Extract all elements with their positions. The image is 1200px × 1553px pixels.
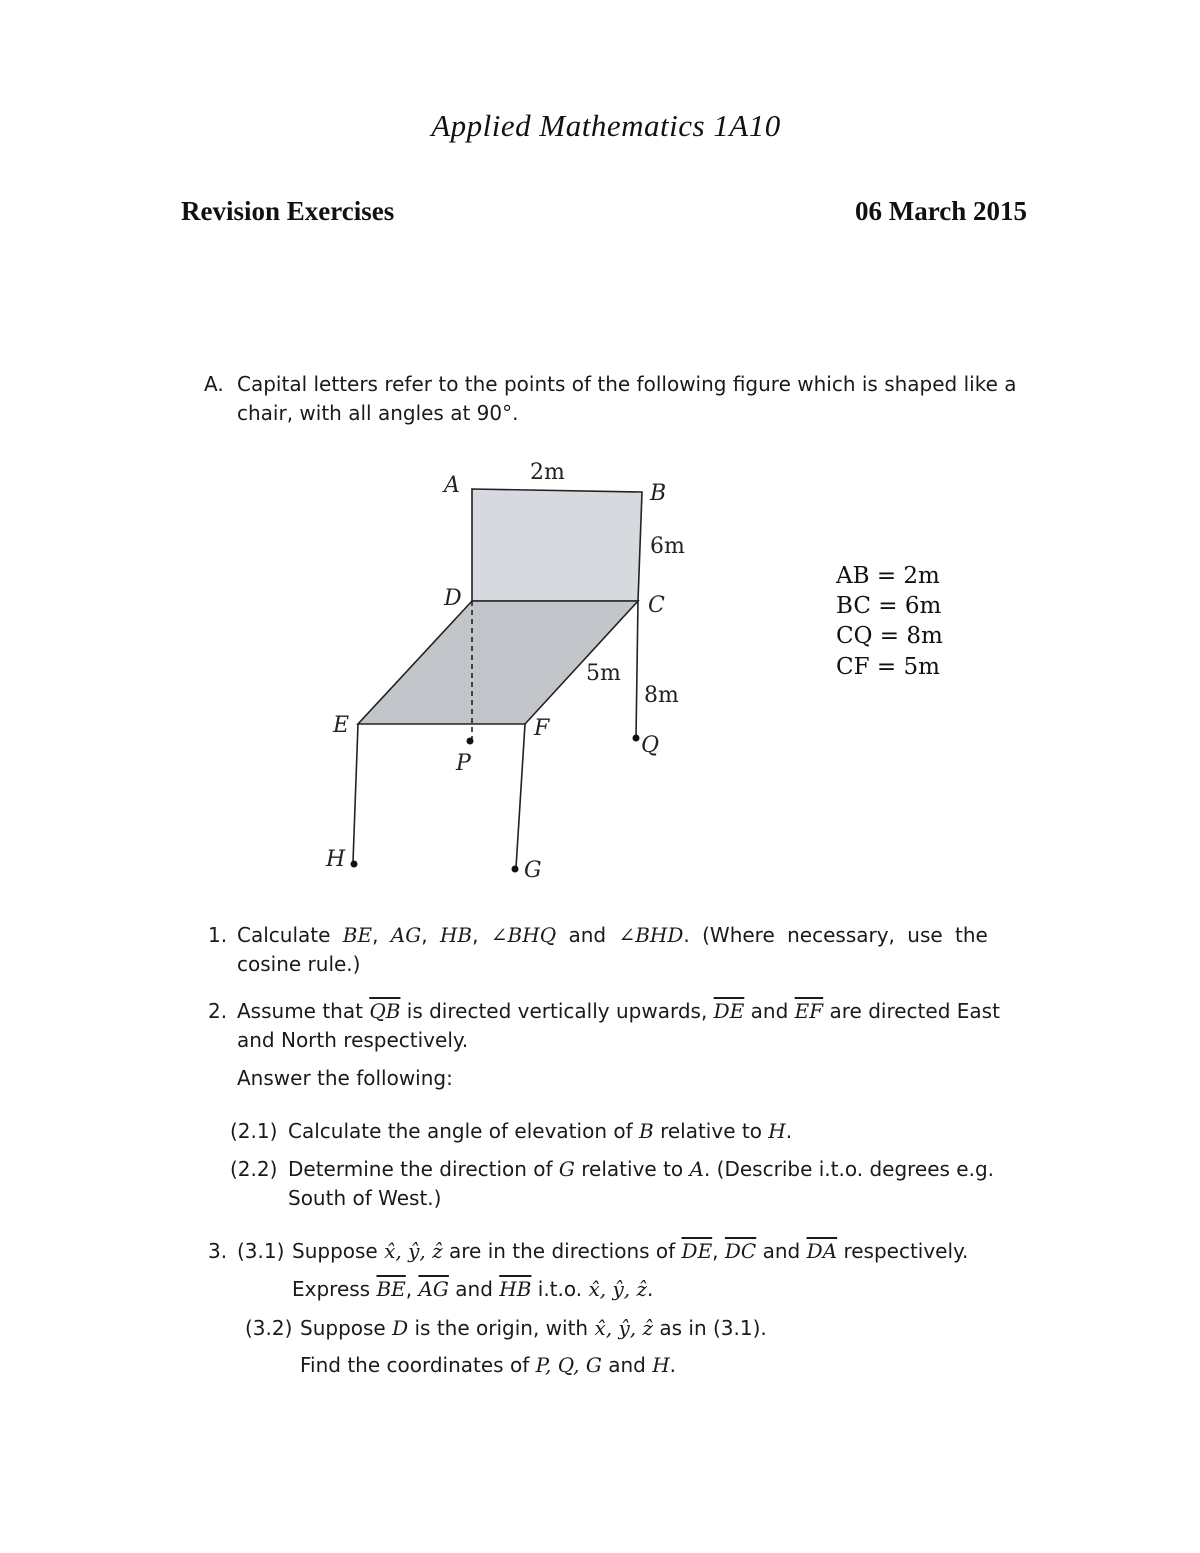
intro-text: Capital letters refer to the points of the following figure which is shaped like a chair, with all angles at 90°. <box>237 372 1017 425</box>
point-p <box>467 738 474 745</box>
q2-line2: and North respectively. <box>237 1028 469 1052</box>
q3-2-find: Find the coordinates of P, Q, G and H. <box>300 1353 676 1377</box>
q3-1-text: Suppose x̂, ŷ, ẑ are in the directions of $\overline{DE}$, $\overline{DC}$ and $\overline{DA}$ respectively. <box>292 1239 969 1263</box>
dim-cf: 5m <box>586 661 621 686</box>
point-g <box>512 866 519 873</box>
page-title: Applied Mathematics 1A10 <box>431 108 781 143</box>
q2-number: 2. <box>208 999 228 1023</box>
label-g: G <box>524 858 542 883</box>
q2-2-line2: South of West.) <box>288 1186 442 1210</box>
q3-2-text: Suppose D is the origin, with x̂, ŷ, ẑ as in (3.1). <box>300 1316 767 1340</box>
label-h: H <box>326 847 346 872</box>
label-a: A <box>444 473 460 498</box>
q3-2-label: (3.2) <box>245 1316 293 1340</box>
q3-number: 3. <box>208 1239 228 1263</box>
label-d: D <box>444 586 462 611</box>
label-b: B <box>650 481 667 506</box>
dim-bc: 6m <box>650 534 685 559</box>
q2-answer-prompt: Answer the following: <box>237 1066 453 1090</box>
dim-ab: 2m <box>530 460 565 485</box>
q2-1-text: Calculate the angle of elevation of B relative to H. <box>288 1119 793 1143</box>
q2-2-text: Determine the direction of G relative to A. (Describe i.t.o. degrees e.g. <box>288 1157 995 1181</box>
dim-cq: 8m <box>644 683 679 708</box>
q2-line1: Assume that $\overline{QB}$ is directed vertically upwards, $\overline{DE}$ and $\overline{EF}$ are directed East <box>237 999 1000 1023</box>
equation-bc: BC = 6m <box>836 593 942 619</box>
chair-figure <box>0 440 1200 900</box>
section-title: Revision Exercises <box>181 196 395 226</box>
equation-ab: AB = 2m <box>836 563 940 589</box>
q3-1-label: (3.1) <box>237 1239 285 1263</box>
equation-cq: CQ = 8m <box>836 623 943 649</box>
label-p: P <box>456 751 471 776</box>
chair-back-panel <box>472 489 642 601</box>
intro-marker: A. <box>204 372 224 396</box>
label-e: E <box>333 713 350 738</box>
equation-cf: CF = 5m <box>836 654 940 680</box>
q1-number: 1. <box>208 923 228 947</box>
document-date: 06 March 2015 <box>855 196 1027 226</box>
leg-eh <box>353 724 358 862</box>
q1-line2: cosine rule.) <box>237 952 361 976</box>
point-q <box>633 735 640 742</box>
label-q: Q <box>641 733 660 758</box>
label-c: C <box>648 593 665 618</box>
q2-2-label: (2.2) <box>230 1157 278 1181</box>
point-h <box>351 861 358 868</box>
leg-fg <box>516 724 525 868</box>
q2-1-label: (2.1) <box>230 1119 278 1143</box>
q1-line1: Calculate BE, AG, HB, ∠BHQ and ∠BHD. (Where necessary, use the <box>237 923 988 947</box>
label-f: F <box>534 716 550 741</box>
leg-cq <box>636 601 638 738</box>
q3-1-express: Express $\overline{BE}$, $\overline{AG}$ and $\overline{HB}$ i.t.o. x̂, ŷ, ẑ. <box>292 1277 654 1301</box>
